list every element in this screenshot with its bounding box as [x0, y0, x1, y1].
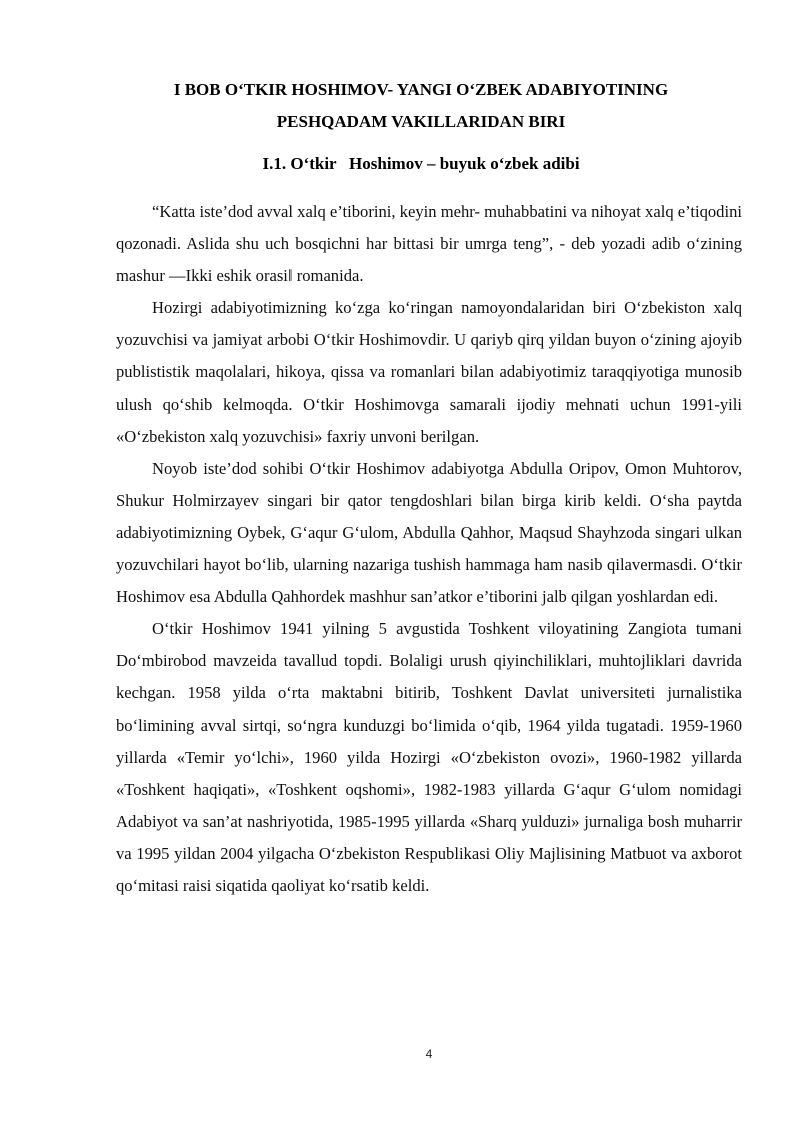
- chapter-title-line-2: PESHQADAM VAKILLARIDAN BIRI: [276, 112, 566, 131]
- paragraph-2: Hozirgi adabiyotimizning ko‘zga ko‘ringan namoyondalaridan biri O‘zbekiston xalq yozuvchisi va jamiyat arbobi O‘tkir Hoshimovdir. U qariyb qirq yildan buyon o‘zining ajoyib publististik maqolalari, hikoya, qissa va romanlari bilan adabiyotimiz taraqqiyotiga munosib ulush qo‘shib kelmoqda. O‘tkir Hoshimovga samarali ijodiy mehnati uchun 1991-yili «O‘zbekiston xalq yozuvchisi» faxriy unvoni berilgan.: [116, 298, 742, 446]
- section-title: I.1. O‘tkir Hoshimov – buyuk o‘zbek adibi: [262, 154, 580, 173]
- paragraph-1: “Katta iste’dod avval xalq e’tiborini, keyin mehr- muhabbatini va nihoyat xalq e’tiqodini qozonadi. Aslida shu uch bosqichni har bittasi bir umrga teng”, - deb yozadi adib o‘zining mashur ―Ikki eshik orasi‖ romanida.: [116, 202, 742, 286]
- paragraph-3: Noyob iste’dod sohibi O‘tkir Hoshimov adabiyotga Abdulla Oripov, Omon Muhtorov, Shukur Holmirzayev singari bir qator tengdoshlari bilan birga kirib keldi. O‘sha paytda adabiyotimizning Oybek, G‘aqur G‘ulom, Abdulla Qahhor, Maqsud Shayhzoda singari ulkan yozuvchilari hayot bo‘lib, ularning nazariga tushish hammaga ham nasib qilavermasdi. O‘tkir Hoshimov esa Abdulla Qahhordek mashhur san’atkor e’tiborini jalb qilgan yoshlardan edi.: [116, 458, 742, 607]
- chapter-title: [90, 74, 752, 138]
- body-text: [116, 196, 742, 902]
- paragraph-4: O‘tkir Hoshimov 1941 yilning 5 avgustida Toshkent viloyatining Zangiota tumani Do‘mbirobod mavzeida tavallud topdi. Bolaligi urush qiyinchiliklari, muhtojliklari davrida kechgan. 1958 yilda o‘rta maktabni bitirib, Toshkent Davlat universiteti jurnalistika bo‘limining avval sirtqi, so‘ngra kunduzgi bo‘limida o‘qib, 1964 yilda tugatadi. 1959-1960 yillarda «Temir yo‘lchi», 1960 yilda Hozirgi «O‘zbekiston ovozi», 1960-1982 yillarda «Toshkent haqiqati», «Toshkent oqshomi», 1982-1983 yillarda G‘aqur G‘ulom nomidagi Adabiyot va san’at nashriyotida, 1985-1995 yillarda «Sharq yulduzi» jurnaliga bosh muharrir va 1995 yildan 2004 yilgacha O‘zbekiston Respublikasi Oliy Majlisining Matbuot va axborot qo‘mitasi raisi siqatida qaoliyat ko‘rsatib keldi.: [116, 619, 742, 895]
- chapter-title-line-1: I BOB O‘TKIR HOSHIMOV- YANGI O‘ZBEK ADABIYOTINING: [173, 80, 669, 99]
- page-number: 4: [425, 1047, 433, 1061]
